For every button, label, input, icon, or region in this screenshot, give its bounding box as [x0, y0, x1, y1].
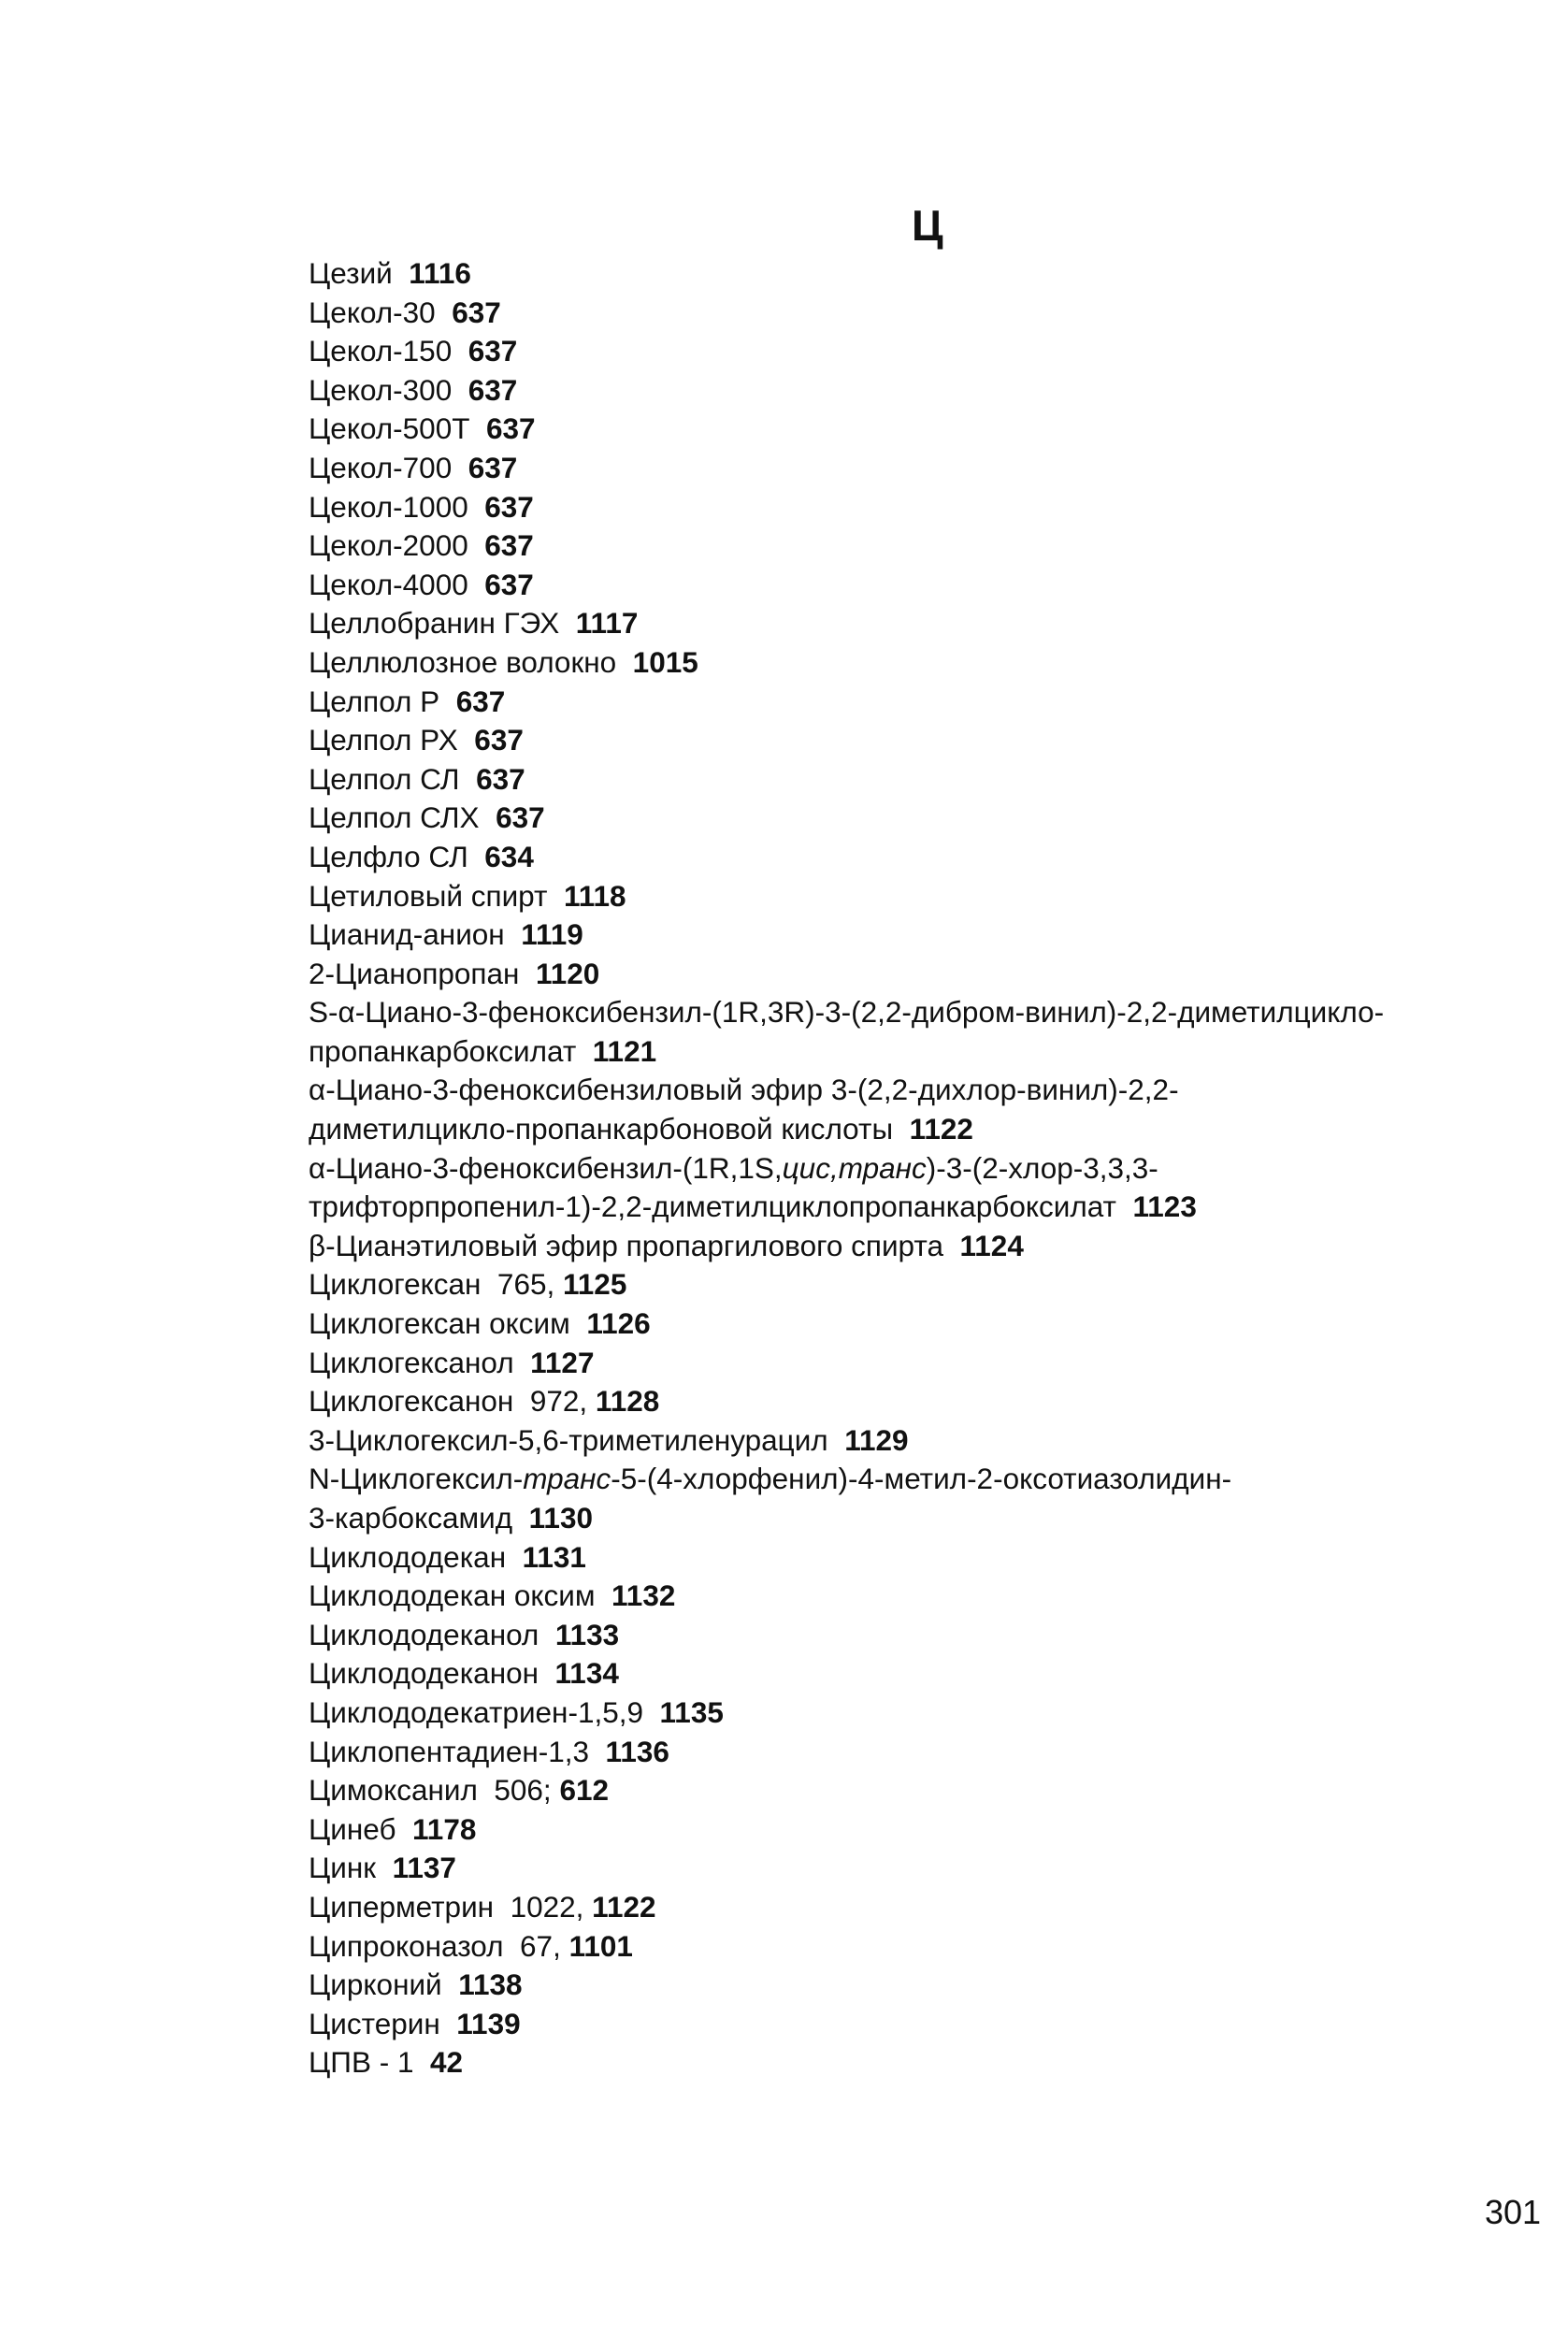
entry-name: Цекол-500Т: [309, 411, 470, 446]
entry-name: Циклогексанон: [309, 1384, 514, 1419]
entry-page-main: 637: [496, 800, 545, 835]
entry-pages: [1133, 1189, 1197, 1223]
index-entry: [309, 1304, 1552, 1344]
entry-page-main: 1136: [605, 1734, 669, 1768]
entry-pages: [486, 411, 536, 445]
entry-page-main: 637: [468, 334, 518, 368]
entry-name: Целпол РХ: [309, 723, 458, 757]
entry-pages: [576, 606, 639, 640]
entry-page-main: 1130: [528, 1501, 593, 1535]
index-entry: [309, 799, 1552, 838]
index-entry: [309, 1110, 1552, 1149]
section-letter: Ц: [912, 201, 943, 250]
index-entry: [309, 1577, 1552, 1616]
entry-page-main: 1125: [563, 1267, 627, 1302]
index-entry: [309, 683, 1552, 722]
index-entry: [309, 1654, 1552, 1694]
entry-page-main: 1127: [530, 1345, 595, 1379]
entry-page-main: 1126: [586, 1306, 651, 1341]
entry-page-regular: 506;: [494, 1773, 552, 1808]
entry-page-main: 1120: [535, 956, 600, 990]
index-entry: [309, 760, 1552, 800]
index-entry: [309, 1810, 1552, 1850]
entry-name: Цезий: [309, 256, 393, 290]
entry-name: Цинеб: [309, 1811, 396, 1846]
index-entry: [309, 526, 1552, 566]
entry-page-main: 1178: [412, 1811, 477, 1846]
entry-pages: [586, 1306, 650, 1340]
index-entry: [309, 1927, 1552, 1967]
index-entry: [309, 1849, 1552, 1888]
entry-page-main: 1124: [959, 1228, 1024, 1262]
page-number: 301: [1485, 2193, 1542, 2231]
entry-pages: [555, 1656, 619, 1690]
entry-name: Циклогексанол: [309, 1345, 514, 1379]
index-entry: [309, 1149, 1552, 1189]
entry-pages: [555, 1618, 619, 1651]
entry-name: Цимоксанил: [309, 1773, 478, 1808]
entry-pages: [484, 490, 534, 524]
entry-pages: [484, 840, 534, 873]
entry-page-main: 1116: [409, 256, 471, 290]
entry-name: пропанкарбоксилат: [309, 1033, 577, 1068]
index-entry: [309, 332, 1552, 371]
entry-name: α-Циано-3-феноксибензиловый эфир 3-(2,2-дихлор-винил)-2,2-: [309, 1073, 1179, 1107]
entry-italic: цис,транс: [782, 1150, 927, 1185]
entry-name: N-Циклогексил-: [309, 1462, 524, 1496]
entry-name: 2-Цианопропан: [309, 956, 520, 990]
entry-pages: [529, 1501, 593, 1535]
entry-name: Цетиловый спирт: [309, 878, 548, 913]
entry-pages: [484, 528, 534, 562]
entry-page-regular: 1022,: [510, 1889, 584, 1924]
index-entry: [309, 1071, 1552, 1110]
entry-pages: [393, 1851, 456, 1884]
entry-page-main: 1122: [909, 1112, 973, 1146]
entry-page-main: 1138: [458, 1967, 523, 2002]
entry-pages: [521, 917, 583, 951]
entry-page-main: 637: [452, 295, 501, 329]
entry-page-main: 1122: [592, 1889, 656, 1924]
entry-pages: [606, 1735, 669, 1768]
entry-pages: [468, 334, 518, 368]
entry-pages: [633, 645, 698, 679]
entry-pages: [474, 723, 524, 757]
entry-name: Целпол СЛ: [309, 761, 460, 796]
entry-pages: [456, 685, 506, 718]
index-entry: [309, 838, 1552, 877]
entry-name: Цирконий: [309, 1967, 442, 2002]
index-entry: [309, 1966, 1552, 2005]
entry-pages: [412, 1812, 476, 1846]
entry-page-regular: 67,: [520, 1928, 561, 1963]
entry-pages: [496, 800, 545, 834]
entry-page-regular: 765,: [496, 1267, 555, 1302]
entry-page-main: 1129: [844, 1422, 909, 1457]
entry-page-main: 1128: [595, 1384, 660, 1419]
index-entry: [309, 1616, 1552, 1655]
index-entry: [309, 1344, 1552, 1383]
index-entry: [309, 1694, 1552, 1733]
entry-page-main: 637: [468, 450, 518, 484]
entry-pages: [458, 1967, 522, 2001]
index-entry: [309, 1888, 1552, 1927]
entry-name: Цекол-150: [309, 334, 453, 368]
entry-page-main: 1139: [456, 2006, 521, 2040]
entry-name: Цекол-700: [309, 450, 453, 484]
index-entry: [309, 1265, 1552, 1304]
entry-name: Цекол-2000: [309, 528, 468, 563]
entry-page-main: 1135: [659, 1694, 724, 1729]
entry-page-main: 1118: [563, 878, 626, 913]
entry-name: Цистерин: [309, 2006, 440, 2040]
entry-pages: [511, 1890, 656, 1924]
entry-name: диметилцикло-пропанкарбоновой кислоты: [309, 1112, 894, 1146]
index-entry: [309, 1382, 1552, 1421]
entry-name-continued: )-3-(2-хлор-3,3,3-: [926, 1150, 1158, 1185]
entry-name: 3-карбоксамид: [309, 1501, 513, 1535]
entry-pages: [476, 762, 525, 796]
entry-name: β-Цианэтиловый эфир пропаргилового спирта: [309, 1228, 943, 1262]
entry-pages: [593, 1034, 656, 1068]
entry-pages: [468, 451, 518, 484]
entry-pages: [520, 1929, 633, 1963]
entry-name: Ципроконазол: [309, 1928, 504, 1963]
entry-pages: [530, 1346, 594, 1379]
entry-pages: [430, 2045, 463, 2079]
index-list: [309, 254, 1552, 2083]
index-entry: [309, 254, 1552, 294]
entry-italic: транс: [523, 1462, 611, 1496]
entry-pages: [523, 1540, 586, 1574]
entry-name: Циклогексан оксим: [309, 1306, 570, 1341]
entry-page-main: 1015: [632, 644, 698, 679]
index-entry: [309, 1499, 1552, 1538]
entry-pages: [564, 879, 626, 913]
entry-page-main: 1133: [554, 1617, 620, 1651]
entry-pages: [484, 568, 534, 601]
entry-name: Цекол-4000: [309, 567, 468, 601]
entry-name: Целпол СЛХ: [309, 800, 480, 835]
entry-page-main: 637: [455, 684, 506, 718]
entry-pages: [536, 957, 599, 990]
entry-pages: [910, 1112, 973, 1146]
index-entry: [309, 371, 1552, 411]
entry-name: S-α-Циано-3-феноксибензил-(1R,3R)-3-(2,2-дибром-винил)-2,2-диметилцикло-: [309, 995, 1385, 1030]
entry-name: Цекол-30: [309, 295, 436, 329]
index-entry: [309, 721, 1552, 760]
entry-pages: [611, 1578, 675, 1612]
index-entry: [309, 2043, 1552, 2083]
index-entry: [309, 410, 1552, 449]
index-entry: [309, 488, 1552, 527]
entry-page-main: 637: [468, 372, 518, 407]
entry-pages: [660, 1695, 724, 1729]
index-entry: [309, 1421, 1552, 1461]
entry-page-main: 637: [484, 567, 534, 601]
entry-name: Циклододеканон: [309, 1656, 539, 1691]
entry-name: трифторпропенил-1)-2,2-диметилциклопропанкарбоксилат: [309, 1189, 1116, 1224]
entry-name: Цинк: [309, 1851, 377, 1885]
index-entry: [309, 915, 1552, 955]
index-entry: [309, 1032, 1552, 1072]
entry-pages: [494, 1773, 609, 1807]
index-entry: [309, 993, 1552, 1032]
index-entry: [309, 449, 1552, 488]
entry-page-main: 634: [484, 839, 534, 873]
entry-page-main: 42: [429, 2045, 464, 2080]
index-entry: [309, 955, 1552, 994]
entry-name: 3-Циклогексил-5,6-триметиленурацил: [309, 1422, 828, 1457]
entry-name: Циперметрин: [309, 1889, 495, 1924]
entry-pages: [468, 373, 518, 407]
entry-page-main: 1131: [522, 1539, 586, 1574]
entry-page-main: 1134: [554, 1656, 619, 1691]
index-entry: [309, 1188, 1552, 1227]
index-entry: [309, 877, 1552, 916]
entry-name: ЦПВ - 1: [309, 2045, 414, 2080]
entry-pages: [530, 1384, 659, 1418]
index-entry: [309, 643, 1552, 683]
entry-name: Циклопентадиен-1,3: [309, 1734, 590, 1768]
entry-name: Целлюлозное волокно: [309, 644, 617, 679]
entry-pages: [497, 1267, 626, 1301]
entry-page-main: 1121: [592, 1033, 657, 1068]
entry-name: Цекол-1000: [309, 489, 468, 524]
index-entry: [309, 604, 1552, 643]
entry-page-main: 1137: [392, 1851, 456, 1885]
entry-page-main: 1117: [575, 606, 639, 641]
index-entry: [309, 566, 1552, 605]
entry-page-main: 637: [485, 411, 536, 446]
entry-page-main: 637: [484, 528, 534, 563]
entry-name: Циклододекан оксим: [309, 1578, 596, 1613]
entry-name: Целпол Р: [309, 684, 440, 718]
entry-name: Целфло СЛ: [309, 839, 468, 873]
entry-pages: [844, 1423, 908, 1457]
entry-pages: [456, 2007, 520, 2040]
entry-page-main: 1119: [521, 917, 583, 952]
entry-name: Цианид-анион: [309, 917, 505, 952]
index-entry: [309, 294, 1552, 333]
entry-name: Целлобранин ГЭХ: [309, 606, 560, 641]
entry-pages: [960, 1229, 1024, 1262]
entry-page-main: 637: [474, 723, 524, 757]
entry-page-main: 637: [484, 489, 534, 524]
index-entry: [309, 1538, 1552, 1578]
index-entry: [309, 1733, 1552, 1772]
entry-name-continued: -5-(4-хлорфенил)-4-метил-2-оксотиазолидин-: [611, 1462, 1232, 1496]
index-entry: [309, 2005, 1552, 2044]
index-entry: [309, 1771, 1552, 1810]
entry-name: Циклододекатриен-1,5,9: [309, 1694, 644, 1729]
entry-name: Цекол-300: [309, 372, 453, 407]
entry-pages: [409, 256, 471, 290]
entry-page-main: 1101: [568, 1928, 633, 1963]
entry-page-regular: 972,: [529, 1384, 588, 1419]
entry-page-main: 1123: [1132, 1189, 1197, 1224]
entry-page-main: 612: [559, 1773, 610, 1808]
entry-pages: [452, 295, 501, 329]
entry-name: Циклододеканол: [309, 1617, 539, 1651]
entry-name: Циклододекан: [309, 1539, 507, 1574]
entry-name: Циклогексан: [309, 1267, 482, 1302]
index-entry: [309, 1227, 1552, 1266]
index-entry: [309, 1460, 1552, 1499]
entry-page-main: 637: [476, 761, 525, 796]
entry-page-main: 1132: [611, 1578, 676, 1613]
entry-name: α-Циано-3-феноксибензил-(1R,1S,: [309, 1150, 783, 1185]
